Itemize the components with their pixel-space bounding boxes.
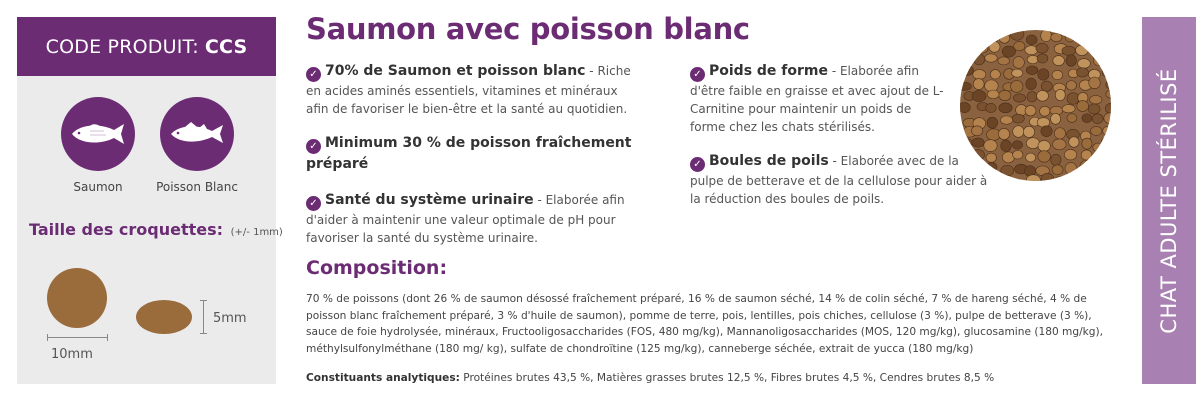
kibble-side-view	[136, 300, 192, 334]
kibble-top-view	[47, 268, 107, 328]
benefit-item	[306, 133, 636, 174]
benefit-text: - Elaborée avec de la pulpe de betterave et de la cellulose pour aider à la réduction des boules de poils.	[690, 154, 988, 206]
category-label: CHAT ADULTE STÉRILISÉ	[1157, 67, 1181, 334]
ingredient-salmon	[61, 97, 135, 194]
benefit-title: Poids de forme	[709, 63, 828, 79]
composition-title: Composition:	[306, 257, 448, 279]
check-icon: ✓	[690, 67, 705, 82]
product-code-value: CCS	[204, 35, 248, 58]
check-icon: ✓	[306, 67, 321, 82]
kibble-size-title	[29, 220, 283, 239]
benefit-title: Minimum 30 % de poisson fraîchement préparé	[306, 135, 632, 172]
benefit-title: Santé du système urinaire	[325, 192, 534, 208]
thickness-dimension-line	[203, 300, 204, 334]
benefit-item	[690, 62, 950, 136]
kibble-thickness: 5mm	[213, 311, 247, 326]
category-band	[1142, 17, 1196, 384]
salmon-icon	[61, 97, 135, 171]
kibble-size-tolerance: (+/- 1mm)	[230, 227, 283, 238]
check-icon: ✓	[306, 139, 321, 154]
benefit-item	[306, 191, 636, 247]
check-icon: ✓	[690, 157, 705, 172]
product-title: Saumon avec poisson blanc	[306, 12, 750, 46]
kibble-photo	[960, 30, 1111, 181]
whitefish-icon	[160, 97, 234, 171]
benefit-text: - Elaborée afin d'aider à maintenir une valeur optimale de pH pour favoriser la santé du système urinaire.	[306, 193, 625, 245]
benefit-title: Boules de poils	[709, 153, 829, 169]
benefit-text: - Riche en acides aminés essentiels, vitamines et minéraux afin de favoriser le bien-être et la santé au quotidien.	[306, 64, 631, 116]
ingredient-label: Saumon	[73, 180, 123, 194]
ingredient-label: Poisson Blanc	[156, 180, 238, 194]
product-info-panel	[17, 17, 283, 384]
analytic-label: Constituants analytiques:	[306, 372, 460, 384]
benefit-title: 70% de Saumon et poisson blanc	[325, 63, 586, 79]
kibble-photo-graphic	[960, 30, 1111, 181]
benefit-item	[306, 62, 636, 118]
analytic-text: Protéines brutes 43,5 %, Matières grasses brutes 12,5 %, Fibres brutes 4,5 %, Cendres brutes 8,5 %	[459, 372, 995, 384]
ingredient-whitefish	[156, 97, 238, 194]
product-code-label: CODE PRODUIT:	[45, 35, 199, 58]
benefit-text: - Elaborée afin d'être faible en graisse et avec ajout de L-Carnitine pour maintenir un poids de forme chez les chats stérilisés.	[690, 64, 944, 134]
product-code-header	[17, 17, 276, 76]
analytic-constituents	[306, 372, 1126, 384]
kibble-size-title-text: Taille des croquettes:	[29, 220, 224, 239]
check-icon: ✓	[306, 196, 321, 211]
benefit-item	[690, 152, 990, 208]
composition-text: 70 % de poissons (dont 26 % de saumon désossé fraîchement préparé, 16 % de saumon séché, 14 % de colin séché, 7 % de hareng séché, 4 % de poisson blanc fraîchement préparé, 3 % d'huile de saumon), pomme de terre, pois, lentilles, pois chiches, cellulose (3 %), pulpe de betterave (3 %), sauce de foie hydrolysée, minéraux, Fructooligosaccharides (FOS, 480 mg/kg), Mannanoligosaccharides (MOS, 120 mg/kg), glucosamine (180 mg/kg), méthylsulfonylméthane (180 mg/ kg), sulfate de chondroïtine (125 mg/kg), canneberge séchée, extrait de yucca (180 mg/kg)	[306, 293, 1104, 355]
diameter-dimension-line	[47, 337, 108, 338]
kibble-diameter: 10mm	[51, 347, 93, 362]
